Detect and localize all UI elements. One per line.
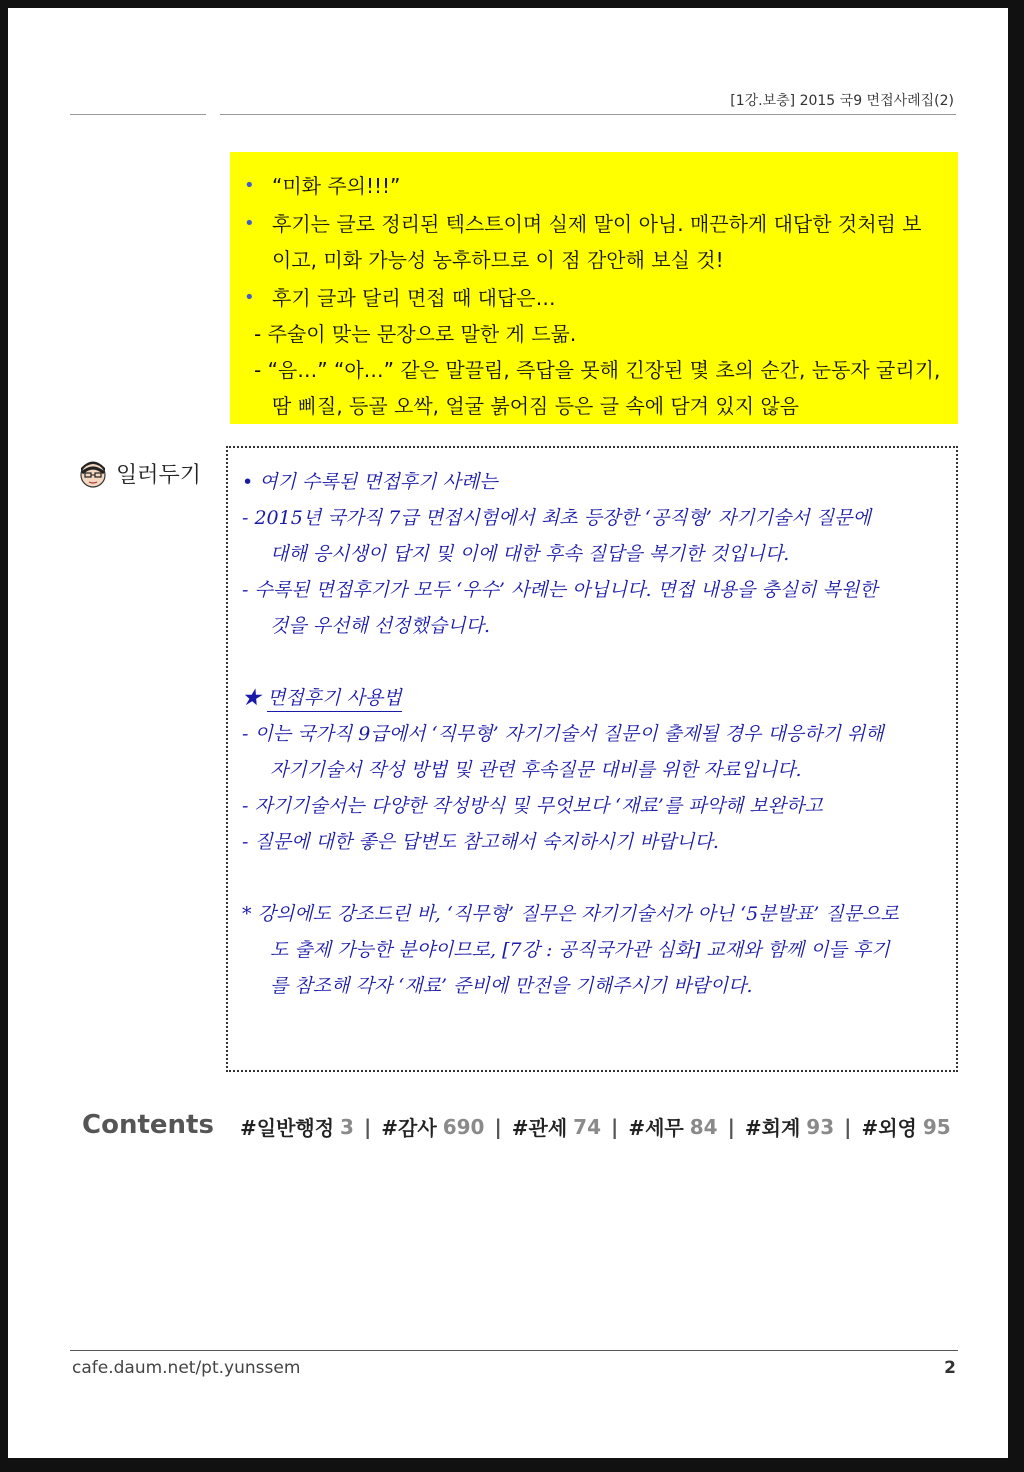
contents-item-label[interactable]: #감사 — [381, 1116, 437, 1140]
contents-item-page: 95 — [922, 1114, 951, 1139]
bullet-icon: • — [244, 175, 255, 196]
memo-line: - 2015년 국가직 7급 면접시험에서 최초 등장한 ‘공직형’ 자기기술서 질문에 — [242, 507, 871, 529]
memo-spacer — [242, 860, 942, 896]
page-number: 2 — [944, 1358, 956, 1378]
contents-separator: | — [844, 1114, 852, 1139]
footer-url[interactable]: cafe.daum.net/pt.yunssem — [72, 1358, 301, 1378]
contents-item-page: 3 — [340, 1114, 354, 1139]
memo-line: 를 참조해 각자 ‘재료’ 준비에 만전을 기해주시기 바람이다. — [270, 975, 753, 997]
contents-separator: | — [611, 1114, 619, 1139]
contents-item-page: 84 — [689, 1114, 718, 1139]
notice-bullet-1: • “미화 주의!!!” — [244, 168, 944, 204]
bullet-icon: • — [244, 213, 255, 234]
contents-item-label[interactable]: #일반행정 — [240, 1116, 335, 1140]
memo-line: - 자기기술서는 다양한 작성방식 및 무엇보다 ‘재료’를 파악해 보완하고 — [242, 795, 823, 817]
contents-separator: | — [494, 1114, 502, 1139]
star-icon: ★ — [242, 687, 262, 709]
contents-separator: | — [363, 1114, 372, 1139]
contents-title: Contents — [82, 1110, 214, 1140]
memo-line: - 이는 국가직 9급에서 ‘직무형’ 자기기술서 질문이 출제될 경우 대응하기 위해 — [242, 723, 884, 745]
notice-dash-1: - 주술이 맞는 문장으로 말한 게 드묾. — [254, 322, 577, 346]
notice-dash-2-cont: 땀 삐질, 등골 오싹, 얼굴 붉어짐 등은 글 속에 담겨 있지 않음 — [272, 394, 800, 418]
contents-separator: | — [727, 1114, 735, 1139]
contents-item-page: 690 — [442, 1114, 485, 1139]
header-rule-left — [70, 114, 206, 115]
contents-item-page: 74 — [573, 1114, 601, 1139]
memo-line: 대해 응시생이 답지 및 이에 대한 후속 질답을 복기한 것입니다. — [270, 543, 790, 565]
contents-item-label[interactable]: #세무 — [628, 1116, 684, 1140]
memo-spacer — [242, 644, 942, 680]
header-title: [1강.보충] 2015 국9 면접사례집(2) — [730, 93, 954, 109]
memo-heading: ★ 면접후기 사용법 — [242, 680, 942, 716]
notice-dash-2: - “음…” “아…” 같은 말끌림, 즉답을 못해 긴장된 몇 초의 순간, 눈동자 굴리기, — [254, 358, 941, 382]
memo-line: - 질문에 대한 좋은 답변도 참고해서 숙지하시기 바랍니다. — [242, 831, 719, 853]
notice-bullet-3: • 후기 글과 달리 면접 때 대답은… — [244, 280, 944, 316]
memo-box — [226, 446, 958, 1072]
bullet-icon: • — [244, 287, 255, 308]
reminder-label: 일러두기 — [78, 458, 201, 489]
memo-line: 도 출제 가능한 분야이므로, [7강 : 공직국가관 심화] 교재와 함께 이들 후기 — [270, 939, 890, 961]
notice-bullet-2: • 후기는 글로 정리된 텍스트이며 실제 말이 아님. 매끈하게 대답한 것처럼 보 이고, 미화 가능성 농후하므로 이 점 감안해 보실 것! — [244, 206, 944, 278]
header-rule-right — [220, 114, 956, 115]
memo-line: 자기기술서 작성 방법 및 관련 후속질문 대비를 위한 자료입니다. — [270, 759, 802, 781]
contents-item-label[interactable]: #회계 — [744, 1116, 801, 1140]
contents-item-label[interactable]: #관세 — [511, 1116, 568, 1140]
contents-list — [240, 1112, 951, 1141]
memo-line: 것을 우선해 선정했습니다. — [270, 615, 491, 637]
contents-item-page: 93 — [806, 1114, 835, 1139]
contents-item-label[interactable]: #외영 — [861, 1116, 917, 1140]
notice-box — [230, 152, 958, 424]
memo-line: * 강의에도 강조드린 바, ‘직무형’ 질무은 자기기술서가 아닌 ‘5분발표’ 질문으로 — [242, 903, 899, 925]
face-icon — [78, 459, 108, 489]
footer-rule — [70, 1350, 958, 1351]
memo-line: • 여기 수록된 면접후기 사례는 — [242, 471, 498, 493]
memo-line: - 수록된 면접후기가 모두 ‘우수’ 사례는 아닙니다. 면접 내용을 충실히 복원한 — [242, 579, 878, 601]
